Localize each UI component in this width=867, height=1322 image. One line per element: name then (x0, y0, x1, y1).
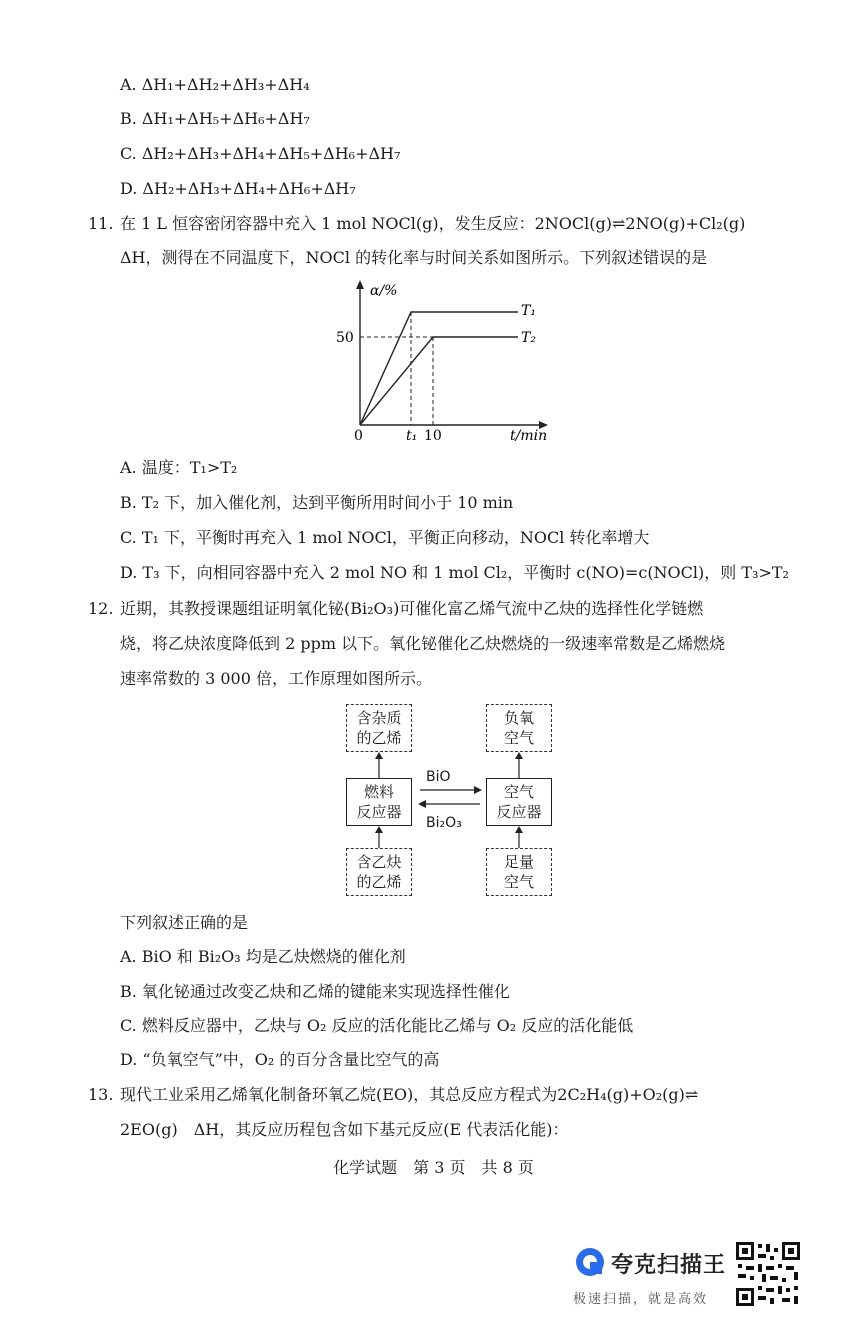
series-t1-line (360, 312, 518, 425)
q11-option-a: A. 温度：T₁>T₂ (120, 458, 238, 477)
q12-stem-line1: 近期，其教授课题组证明氧化铋(Bi₂O₃)可催化富乙烯气流中乙炔的选择性化学链燃 (120, 599, 704, 618)
x-axis-label: t/min (510, 428, 548, 444)
box-oxygen-poor-air: 负氧 空气 (486, 704, 552, 752)
q11-option-c: C. T₁ 下，平衡时再充入 1 mol NOCl，平衡正向移动，NOCl 转化率增大 (120, 528, 650, 547)
qr-code-icon (734, 1240, 802, 1308)
q12-number: 12. (88, 599, 114, 618)
q10-option-a: A. ΔH₁+ΔH₂+ΔH₃+ΔH₄ (120, 75, 310, 94)
box-fuel-reactor: 燃料 反应器 (346, 778, 412, 826)
y-axis-label: α/% (370, 283, 398, 299)
series-t2-label: T₂ (521, 330, 536, 346)
q12-prompt: 下列叙述正确的是 (120, 913, 249, 932)
q12-option-c: C. 燃料反应器中，乙炔与 O₂ 反应的活化能比乙烯与 O₂ 反应的活化能低 (120, 1016, 634, 1035)
series-t2-line (360, 337, 518, 425)
q11-option-b: B. T₂ 下，加入催化剂，达到平衡所用时间小于 10 min (120, 493, 514, 512)
x-tick-label-10: 10 (424, 428, 442, 444)
y-axis-arrow (356, 280, 364, 289)
origin-label: 0 (354, 428, 363, 444)
x-tick-label-t1: t₁ (406, 428, 418, 444)
conversion-time-chart (330, 278, 560, 448)
q11-option-d: D. T₃ 下，向相同容器中充入 2 mol NO 和 1 mol Cl₂，平衡时 c(NO)=c(NOCl)，则 T₃>T₂ (120, 563, 789, 582)
q13-number: 13. (88, 1085, 114, 1104)
series-t1-label: T₁ (521, 303, 536, 319)
box-impure-ethylene: 含杂质 的乙烯 (346, 704, 412, 752)
box-air-reactor: 空气 反应器 (486, 778, 552, 826)
q12-option-d: D. “负氧空气”中，O₂ 的百分含量比空气的高 (120, 1050, 440, 1069)
q13-stem-line2: 2EO(g) ΔH，其反应历程包含如下基元反应(E 代表活化能)： (120, 1120, 569, 1139)
page-footer: 化学试题 第 3 页 共 8 页 (333, 1158, 534, 1177)
q11-stem-line1: 在 1 L 恒容密闭容器中充入 1 mol NOCl(g)，发生反应：2NOCl(g)⇌2NO(g)+Cl₂(g) (120, 214, 746, 233)
scanner-brand: 夸克扫描王 (611, 1253, 727, 1278)
q10-option-b: B. ΔH₁+ΔH₅+ΔH₆+ΔH₇ (120, 109, 310, 128)
q12-stem-line3: 速率常数的 3 000 倍，工作原理如图所示。 (120, 669, 432, 688)
q10-option-d: D. ΔH₂+ΔH₃+ΔH₄+ΔH₆+ΔH₇ (120, 179, 356, 198)
q12-stem-line2: 烧，将乙炔浓度降低到 2 ppm 以下。氧化铋催化乙炔燃烧的一级速率常数是乙烯燃烧 (120, 634, 726, 653)
q11-number: 11. (88, 214, 114, 233)
q11-stem-line2: ΔH，测得在不同温度下，NOCl 的转化率与时间关系如图所示。下列叙述错误的是 (120, 248, 708, 267)
reactor-arrows (330, 750, 570, 850)
arrow-label-bi2o3: Bi₂O₃ (426, 815, 462, 831)
scanner-logo-icon (574, 1246, 606, 1278)
q13-stem-line1: 现代工业采用乙烯氧化制备环氧乙烷(EO)，其总反应方程式为2C₂H₄(g)+O₂(g)⇌ (120, 1085, 699, 1104)
box-ample-air: 足量 空气 (486, 848, 552, 896)
y-tick-label-50: 50 (336, 330, 354, 346)
q12-option-a: A. BiO 和 Bi₂O₃ 均是乙炔燃烧的催化剂 (120, 947, 406, 966)
q12-option-b: B. 氧化铋通过改变乙炔和乙烯的键能来实现选择性催化 (120, 982, 510, 1001)
box-acetylene-ethylene: 含乙炔 的乙烯 (346, 848, 412, 896)
q10-option-c: C. ΔH₂+ΔH₃+ΔH₄+ΔH₅+ΔH₆+ΔH₇ (120, 144, 401, 163)
arrow-label-bio: BiO (426, 769, 451, 785)
scanner-slogan: 极速扫描，就是高效 (573, 1292, 709, 1307)
